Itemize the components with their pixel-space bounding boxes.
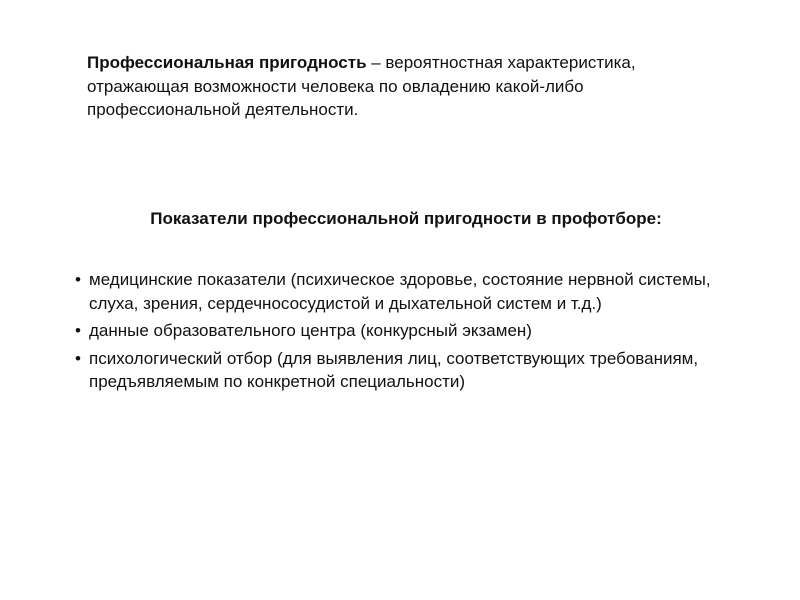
bullet-icon: • xyxy=(75,270,81,289)
definition-paragraph xyxy=(87,51,727,122)
indicator-list xyxy=(75,268,735,398)
list-item xyxy=(75,319,735,343)
list-item xyxy=(75,347,735,394)
section-heading-text: Показатели профессиональной пригодности в профотборе: xyxy=(150,209,662,228)
bullet-icon: • xyxy=(75,348,81,368)
list-item-text: психологический отбор (для выявления лиц, соответствующих требованиям, предъявляемым по конкретной специальности) xyxy=(89,348,699,391)
list-item-text: данные образовательного центра (конкурсный экзамен) xyxy=(89,321,532,340)
list-item-text: медицинские показатели (психическое здоровье, состояние нервной системы, слуха, зрения, сердечнососудистой и дыхательной систем и т.д.) xyxy=(89,270,711,313)
list-item xyxy=(75,268,735,315)
bullet-icon: • xyxy=(75,321,81,340)
definition-text: – вероятностная характеристика, отражающая возможности человека по овладению какой-либо профессиональной деятельности. xyxy=(87,53,636,119)
definition-term: Профессиональная пригодность xyxy=(87,53,367,72)
section-heading xyxy=(0,207,800,231)
